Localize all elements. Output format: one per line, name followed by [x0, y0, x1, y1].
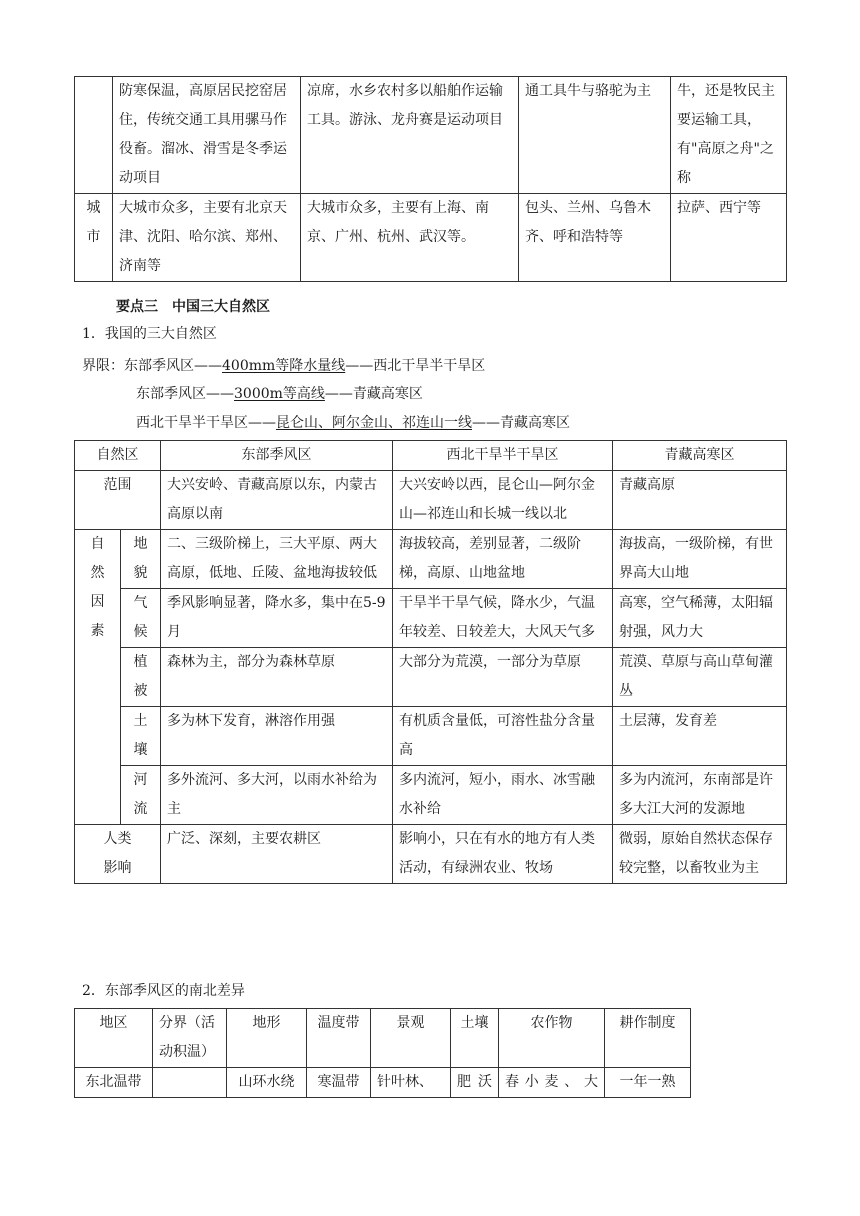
- list-item-1: 1．我国的三大自然区: [82, 326, 217, 342]
- table-cell: 通工具牛与骆驼为主: [519, 77, 671, 194]
- table-cell: 大部分为荒漠，一部分为草原: [393, 648, 613, 707]
- table-cell: 大兴安岭以西，昆仑山—阿尔金山—祁连山和长城一线以北: [393, 471, 613, 530]
- row-label: 土壤: [121, 707, 161, 766]
- table-row: [75, 648, 787, 707]
- table-row: [75, 471, 787, 530]
- table-cell: 多为内流河，东南部是许多大江大河的发源地: [613, 766, 787, 825]
- table-row: [75, 77, 787, 194]
- society-comparison-table: [74, 76, 787, 282]
- boundary-text: 东部季风区——: [136, 386, 234, 402]
- boundary-text: ——西北干旱半干旱区: [345, 358, 486, 374]
- table-cell: 海拔高，一级阶梯，有世界高大山地: [613, 530, 787, 589]
- natural-regions-table: [74, 440, 787, 884]
- column-header: 青藏高寒区: [613, 441, 787, 471]
- table-row: [75, 707, 787, 766]
- row-label: 植被: [121, 648, 161, 707]
- table-cell: 大城市众多，主要有北京天津、沈阳、哈尔滨、郑州、济南等: [113, 194, 301, 282]
- row-label-city: 城市: [75, 194, 113, 282]
- column-header: 景观: [371, 1009, 451, 1068]
- row-label: 人类影响: [75, 825, 161, 884]
- column-header: 农作物: [499, 1009, 605, 1068]
- column-header: 分界（活动积温）: [153, 1009, 227, 1068]
- table-cell: 青藏高原: [613, 471, 787, 530]
- table-cell: 有机质含量低，可溶性盐分含量高: [393, 707, 613, 766]
- table-cell: 凉席，水乡农村多以船舶作运输工具。游泳、龙舟赛是运动项目: [301, 77, 519, 194]
- table-cell: 牛，还是牧民主要运输工具，有"高原之舟"之称: [671, 77, 787, 194]
- boundary-line-2: [136, 383, 423, 403]
- column-header: 东部季风区: [161, 441, 393, 471]
- table-row: [75, 766, 787, 825]
- row-label: 范围: [75, 471, 161, 530]
- column-header: 土壤: [451, 1009, 499, 1068]
- table-row: [75, 589, 787, 648]
- table-cell: 多为林下发育，淋溶作用强: [161, 707, 393, 766]
- table-cell: 大城市众多，主要有上海、南京、广州、杭州、武汉等。: [301, 194, 519, 282]
- table-cell: 拉萨、西宁等: [671, 194, 787, 282]
- table-cell: 季风影响显著，降水多，集中在5-9月: [161, 589, 393, 648]
- table-cell: 大兴安岭、青藏高原以东，内蒙古高原以南: [161, 471, 393, 530]
- table-header-row: [75, 441, 787, 471]
- boundary-text: ——青藏高寒区: [324, 386, 423, 402]
- table-row: [75, 194, 787, 282]
- section-heading: 要点三 中国三大自然区: [116, 299, 270, 315]
- table-cell: 荒漠、草原与高山草甸灌丛: [613, 648, 787, 707]
- table-cell: 广泛、深刻，主要农耕区: [161, 825, 393, 884]
- boundary-line-3: [136, 412, 570, 432]
- table-row: [75, 530, 787, 589]
- column-header: 地区: [75, 1009, 153, 1068]
- row-label: 地貌: [121, 530, 161, 589]
- list-item-2: 2．东部季风区的南北差异: [82, 983, 245, 999]
- boundary-underlined: 400mm等降水量线: [222, 358, 346, 374]
- table-cell: 海拔较高，差别显著，二级阶梯，高原、山地盆地: [393, 530, 613, 589]
- table-cell: 高寒，空气稀薄，太阳辐射强，风力大: [613, 589, 787, 648]
- table-cell: 微弱，原始自然状态保存较完整，以畜牧业为主: [613, 825, 787, 884]
- row-label: 河流: [121, 766, 161, 825]
- column-header: 温度带: [307, 1009, 371, 1068]
- boundary-underlined: 3000m等高线: [234, 386, 325, 402]
- table-cell: 肥沃: [451, 1068, 499, 1098]
- table-cell: 二、三级阶梯上，三大平原、两大高原，低地、丘陵、盆地海拔较低: [161, 530, 393, 589]
- table-cell: 多外流河、多大河，以雨水补给为主: [161, 766, 393, 825]
- table-cell: [153, 1068, 227, 1098]
- table-cell: 寒温带: [307, 1068, 371, 1098]
- table-cell: 森林为主，部分为森林草原: [161, 648, 393, 707]
- boundary-text: 西北干旱半干旱区——: [136, 415, 276, 431]
- boundary-line-1: [82, 355, 485, 375]
- table-cell: 山环水绕: [227, 1068, 307, 1098]
- column-header: 自然区: [75, 441, 161, 471]
- table-cell: 一年一熟: [605, 1068, 691, 1098]
- column-header: 地形: [227, 1009, 307, 1068]
- table-cell: 春小麦、大: [499, 1068, 605, 1098]
- table-cell: 干旱半干旱气候，降水少，气温年较差、日较差大，大风天气多: [393, 589, 613, 648]
- table-cell: 东北温带: [75, 1068, 153, 1098]
- table-row: [75, 825, 787, 884]
- table-cell: 针叶林、: [371, 1068, 451, 1098]
- boundary-underlined: 昆仑山、阿尔金山、祁连山一线: [276, 415, 472, 431]
- table-cell: 多内流河，短小，雨水、冰雪融水补给: [393, 766, 613, 825]
- table-cell: 影响小，只在有水的地方有人类活动，有绿洲农业、牧场: [393, 825, 613, 884]
- table-cell: 土层薄，发育差: [613, 707, 787, 766]
- boundary-text: ——青藏高寒区: [472, 415, 570, 431]
- north-south-table: [74, 1008, 691, 1098]
- table-cell: [75, 77, 113, 194]
- table-row: [75, 1068, 691, 1098]
- table-header-row: [75, 1009, 691, 1068]
- table-cell: 防寒保温，高原居民挖窑居住，传统交通工具用骡马作役畜。溜冰、滑雪是冬季运动项目: [113, 77, 301, 194]
- row-group-label: 自然因素: [75, 530, 121, 825]
- column-header: 耕作制度: [605, 1009, 691, 1068]
- boundary-text: 界限：东部季风区——: [82, 358, 222, 374]
- table-cell: 包头、兰州、乌鲁木齐、呼和浩特等: [519, 194, 671, 282]
- row-label: 气候: [121, 589, 161, 648]
- column-header: 西北干旱半干旱区: [393, 441, 613, 471]
